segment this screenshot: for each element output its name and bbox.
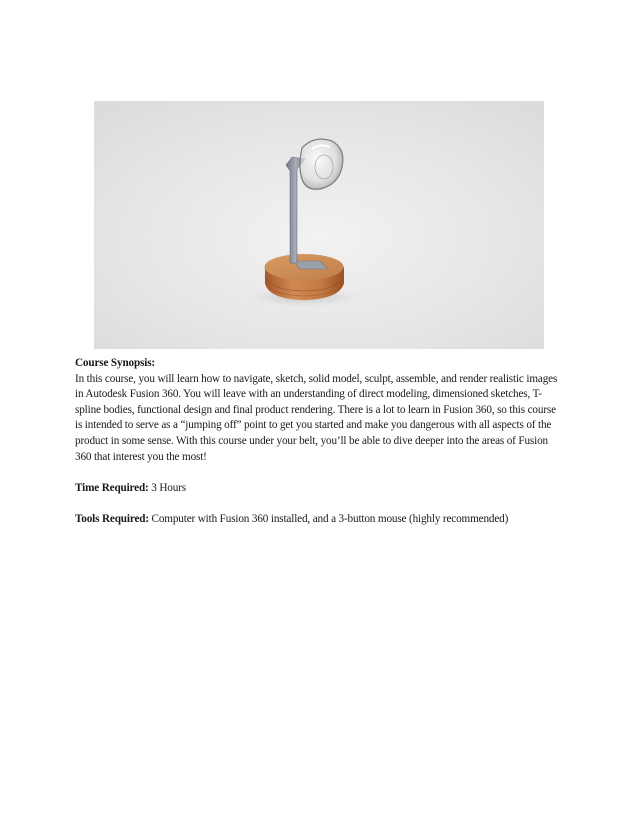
spacer [75, 465, 565, 481]
lamp-illustration [94, 101, 544, 349]
tools-required-value: Computer with Fusion 360 installed, and a 3-button mouse (highly recommended) [148, 512, 509, 525]
glass-shade [300, 139, 343, 189]
tools-required [75, 512, 565, 528]
synopsis-heading: Course Synopsis: [75, 357, 155, 369]
course-description [75, 356, 565, 528]
spacer [75, 496, 565, 512]
time-required-value: 3 Hours [148, 481, 186, 494]
synopsis-body: In this course, you will learn how to navigate, sketch, solid model, sculpt, assemble, and render realistic images in Autodesk Fusion 360. You will leave with an understanding of direct modeling, dimensioned sketches, T-spline bodies, functional design and final product rendering. There is a lot to learn in Fusion 360, so this course is intended to serve as a “jumping off” point to get you started and make you dangerous with all aspects of the product in some sense. With this course under your belt, you’ll be able to dive deeper into the areas of Fusion 360 that interest you the most! [75, 372, 558, 463]
tools-required-label: Tools Required: [75, 512, 149, 525]
time-required [75, 481, 565, 497]
lamp-render-image [94, 101, 544, 349]
time-required-label: Time Required: [75, 481, 149, 494]
